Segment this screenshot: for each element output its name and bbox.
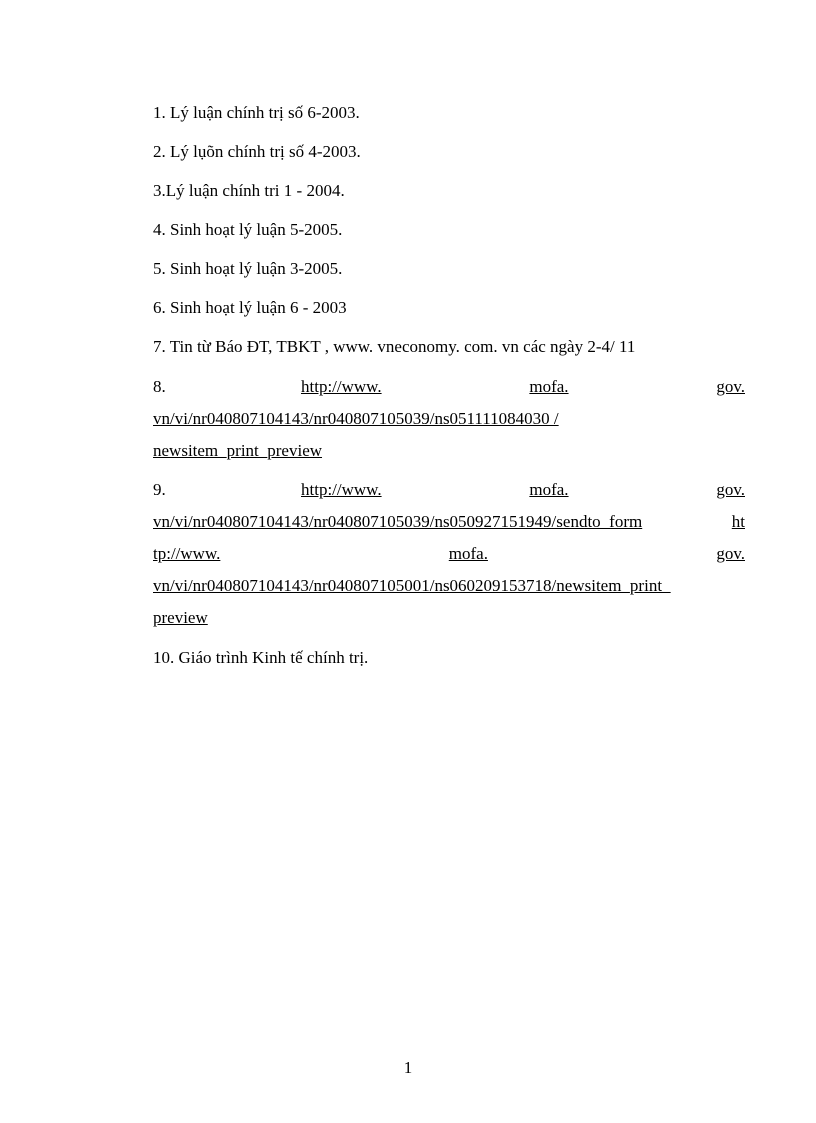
reference-9-link-line-2[interactable]: vn/vi/nr040807104143/nr040807105039/ns050927151949/sendto_form ht bbox=[153, 512, 745, 531]
reference-9-link-line-3[interactable]: tp://www. mofa. gov. bbox=[153, 544, 745, 563]
reference-8-link-line-2[interactable]: vn/vi/nr040807104143/nr040807105039/ns051111084030 / bbox=[153, 409, 559, 428]
reference-2: 2. Lý lụõn chính trị số 4-2003. bbox=[153, 142, 361, 161]
reference-5: 5. Sinh hoạt lý luận 3-2005. bbox=[153, 259, 343, 278]
reference-4: 4. Sinh hoạt lý luận 5-2005. bbox=[153, 220, 343, 239]
reference-8-link-line-3[interactable]: newsitem_print_preview bbox=[153, 441, 323, 460]
reference-9-link-part-1[interactable]: http://www. mofa. gov. bbox=[301, 480, 745, 499]
reference-1: 1. Lý luận chính trị số 6-2003. bbox=[153, 103, 360, 122]
reference-10: 10. Giáo trình Kinh tế chính trị. bbox=[153, 648, 369, 667]
reference-8-link-part-1[interactable]: http://www. mofa. gov. bbox=[301, 377, 745, 396]
reference-9-line-1 bbox=[153, 478, 745, 502]
page-number: 1 bbox=[403, 1058, 413, 1077]
reference-9-link-line-5[interactable]: preview bbox=[153, 608, 208, 627]
reference-9-link-line-4[interactable]: vn/vi/nr040807104143/nr040807105001/ns060209153718/newsitem_print_ bbox=[153, 576, 671, 595]
reference-9-number: 9. bbox=[153, 480, 166, 499]
reference-3: 3.Lý luận chính tri 1 - 2004. bbox=[153, 181, 345, 200]
reference-8-number: 8. bbox=[153, 377, 166, 396]
reference-8-line-1 bbox=[153, 375, 745, 399]
reference-6: 6. Sinh hoạt lý luận 6 - 2003 bbox=[153, 298, 347, 317]
reference-7: 7. Tin từ Báo ĐT, TBKT , www. vneconomy. com. vn các ngày 2-4/ 11 bbox=[153, 337, 636, 356]
